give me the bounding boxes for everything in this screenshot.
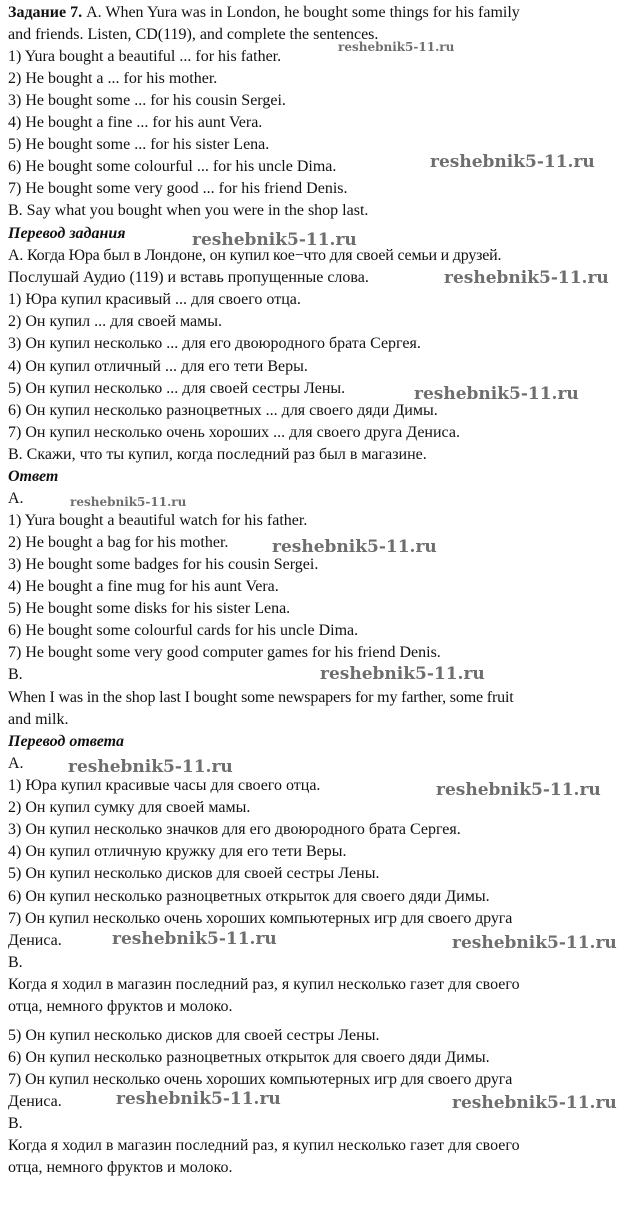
watermark: reshebnik5-11.ru (338, 40, 455, 54)
watermark: reshebnik5-11.ru (192, 230, 357, 250)
task-item: 3) He bought some ... for his cousin Sergei. (8, 92, 286, 109)
answer-item: 7) He bought some very good computer games for his friend Denis. (8, 644, 441, 661)
answer-translation-item: 3) Он купил несколько значков для его двоюродного брата Сергея. (8, 821, 461, 838)
repeat-item: 7) Он купил несколько очень хороших компьютерных игр для своего друга (8, 1071, 513, 1088)
task-translation-item: 1) Юра купил красивый ... для своего отца. (8, 291, 301, 308)
watermark: reshebnik5-11.ru (414, 384, 579, 404)
answer-translation-item: 6) Он купил несколько разноцветных открыток для своего дяди Димы. (8, 888, 490, 905)
answer-translation-item: 4) Он купил отличную кружку для его тети Веры. (8, 843, 347, 860)
task-translation-heading: Перевод задания (8, 225, 126, 242)
task-item: 6) He bought some colourful ... for his uncle Dima. (8, 158, 337, 175)
answer-item: 5) He bought some disks for his sister Lena. (8, 600, 291, 617)
answer-item: 3) He bought some badges for his cousin Sergei. (8, 556, 319, 573)
repeat-item7-cont: Дениса. (8, 1093, 62, 1110)
repeat-b-line1: Когда я ходил в магазин последний раз, я купил несколько газет для своего (8, 1137, 520, 1154)
task-part-b: B. Say what you bought when you were in the shop last. (8, 202, 369, 219)
answer-translation-item7-cont: Дениса. (8, 932, 62, 949)
answer-item: 4) He bought a fine mug for his aunt Vera. (8, 578, 279, 595)
answer-translation-item: 7) Он купил несколько очень хороших компьютерных игр для своего друга (8, 910, 513, 927)
watermark: reshebnik5-11.ru (436, 780, 601, 800)
task-translation-item: 3) Он купил несколько ... для его двоюродного брата Сергея. (8, 335, 421, 352)
watermark: reshebnik5-11.ru (452, 1093, 617, 1113)
task-intro-line2: and friends. Listen, CD(119), and complete the sentences. (8, 26, 379, 43)
answer-translation-item: 1) Юра купил красивые часы для своего отца. (8, 777, 321, 794)
watermark: reshebnik5-11.ru (272, 537, 437, 557)
answer-b-line2: and milk. (8, 711, 69, 728)
task-translation-item: 4) Он купил отличный ... для его тети Веры. (8, 358, 308, 375)
task-item: 2) He bought a ... for his mother. (8, 70, 218, 87)
answer-translation-heading: Перевод ответа (8, 733, 125, 750)
task-item: 1) Yura bought a beautiful ... for his father. (8, 48, 282, 65)
task-translation-item: 6) Он купил несколько разноцветных ... для своего дяди Димы. (8, 402, 438, 419)
answer-translation-b-line1: Когда я ходил в магазин последний раз, я купил несколько газет для своего (8, 976, 520, 993)
answer-item: 1) Yura bought a beautiful watch for his father. (8, 512, 308, 529)
task-intro-text: A. When Yura was in London, he bought some things for his family (82, 4, 520, 21)
task-translation-item: 7) Он купил несколько очень хороших ... для своего друга Дениса. (8, 424, 460, 441)
answer-b-line1: When I was in the shop last I bought some newspapers for my farther, some fruit (8, 689, 514, 706)
watermark: reshebnik5-11.ru (112, 929, 277, 949)
answer-translation-item: 5) Он купил несколько дисков для своей сестры Лены. (8, 865, 380, 882)
repeat-part-b: В. (8, 1115, 23, 1132)
answer-translation-part-b: В. (8, 954, 23, 971)
answer-part-b: B. (8, 666, 23, 683)
task-translation-item: 5) Он купил несколько ... для своей сестры Лены. (8, 380, 346, 397)
task-translation-item: 2) Он купил ... для своей мамы. (8, 313, 222, 330)
watermark: reshebnik5-11.ru (444, 268, 609, 288)
watermark: reshebnik5-11.ru (70, 495, 187, 509)
watermark: reshebnik5-11.ru (320, 664, 485, 684)
answer-translation-item: 2) Он купил сумку для своей мамы. (8, 799, 251, 816)
watermark: reshebnik5-11.ru (116, 1089, 281, 1109)
answer-translation-part-a: А. (8, 755, 24, 772)
task-item: 5) He bought some ... for his sister Lena. (8, 136, 270, 153)
repeat-b-line2: отца, немного фруктов и молоко. (8, 1159, 233, 1176)
answer-translation-b-line2: отца, немного фруктов и молоко. (8, 998, 233, 1015)
task-intro-line1 (8, 2, 520, 24)
watermark: reshebnik5-11.ru (68, 757, 233, 777)
watermark: reshebnik5-11.ru (430, 152, 595, 172)
task-translation-intro-line2: Послушай Аудио (119) и вставь пропущенные слова. (8, 269, 369, 286)
answer-heading: Ответ (8, 468, 59, 485)
answer-item: 2) He bought a bag for his mother. (8, 534, 229, 551)
answer-item: 6) He bought some colourful cards for his uncle Dima. (8, 622, 359, 639)
task-heading: Задание 7. (8, 4, 83, 21)
task-translation-part-b: В. Скажи, что ты купил, когда последний раз был в магазине. (8, 446, 427, 463)
repeat-item: 6) Он купил несколько разноцветных открыток для своего дяди Димы. (8, 1049, 490, 1066)
task-translation-intro-line1: А. Когда Юра был в Лондоне, он купил кое−что для своей семьи и друзей. (8, 247, 502, 264)
task-item: 7) He bought some very good ... for his friend Denis. (8, 180, 348, 197)
repeat-item: 5) Он купил несколько дисков для своей сестры Лены. (8, 1027, 380, 1044)
task-item: 4) He bought a fine ... for his aunt Vera. (8, 114, 263, 131)
answer-part-a: A. (8, 490, 24, 507)
watermark: reshebnik5-11.ru (452, 933, 617, 953)
